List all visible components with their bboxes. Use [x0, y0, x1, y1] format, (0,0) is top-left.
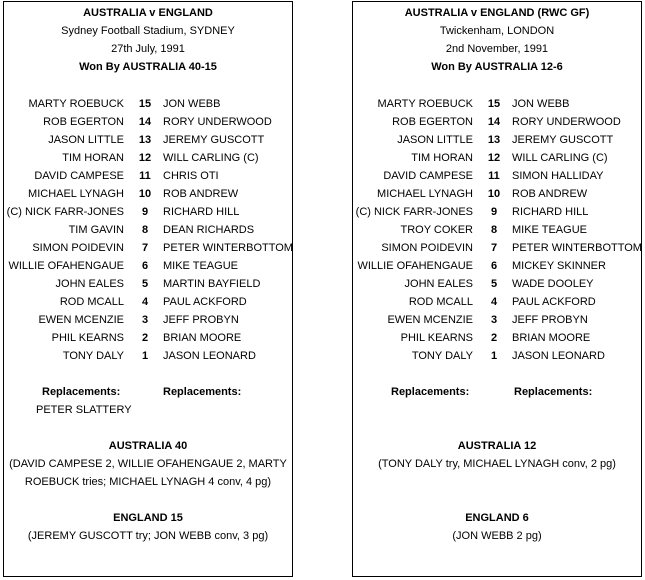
away-player: MICKEY SKINNER [512, 260, 606, 272]
lineup-row [4, 131, 292, 149]
home-player: JOHN EALES [404, 278, 473, 290]
away-player: JEFF PROBYN [163, 314, 239, 326]
jersey-number: 14 [138, 116, 152, 128]
home-player: JASON LITTLE [48, 134, 124, 146]
home-player: TIM GAVIN [68, 224, 124, 236]
jersey-number: 11 [488, 170, 500, 182]
jersey-number: 2 [141, 332, 149, 344]
lineup-row [353, 203, 641, 221]
jersey-number: 6 [141, 260, 149, 272]
home-player: PHIL KEARNS [400, 332, 473, 344]
lineup-row [4, 257, 292, 275]
jersey-number: 2 [490, 332, 498, 344]
lineup-row [353, 131, 641, 149]
match-date: 2nd November, 1991 [445, 43, 549, 55]
home-score-title: AUSTRALIA 40 [108, 440, 188, 452]
jersey-number: 9 [490, 206, 498, 218]
away-player: SIMON HALLIDAY [512, 170, 604, 182]
lineup-row [353, 347, 641, 365]
jersey-number: 6 [490, 260, 498, 272]
match-venue: Sydney Football Stadium, SYDNEY [61, 25, 235, 37]
away-player: PAUL ACKFORD [512, 296, 596, 308]
home-player: SIMON POIDEVIN [32, 242, 124, 254]
lineup-row [4, 149, 292, 167]
home-score-title: AUSTRALIA 12 [457, 440, 537, 452]
home-player: ROD MCALL [59, 296, 124, 308]
lineup-row [353, 239, 641, 257]
lineup-row [353, 149, 641, 167]
home-player: TIM HORAN [62, 152, 124, 164]
away-player: PETER WINTERBOTTOM [512, 242, 642, 254]
lineup-row [4, 221, 292, 239]
replacements-label-home: Replacements: [391, 386, 470, 398]
jersey-number: 11 [139, 170, 151, 182]
away-player: WILL CARLING (C) [512, 152, 608, 164]
jersey-number: 15 [138, 98, 152, 110]
jersey-number: 4 [141, 296, 149, 308]
away-player: JON WEBB [163, 98, 221, 110]
jersey-number: 1 [141, 350, 149, 362]
jersey-number: 7 [141, 242, 149, 254]
away-score-title: ENGLAND 6 [465, 512, 529, 524]
home-player: SIMON POIDEVIN [381, 242, 473, 254]
away-player: RICHARD HILL [163, 206, 240, 218]
away-player: CHRIS OTI [163, 170, 219, 182]
home-player: MICHAEL LYNAGH [28, 188, 124, 200]
home-score-detail: ROEBUCK tries; MICHAEL LYNAGH 4 conv, 4 pg) [24, 476, 272, 488]
match-title: AUSTRALIA v ENGLAND [83, 7, 213, 19]
away-player: MIKE TEAGUE [163, 260, 238, 272]
jersey-number: 9 [141, 206, 149, 218]
jersey-number: 3 [141, 314, 149, 326]
lineup-row [4, 239, 292, 257]
home-player: WILLIE OFAHENGAUE [8, 260, 124, 272]
jersey-number: 12 [487, 152, 501, 164]
lineup-row [353, 293, 641, 311]
away-player: RORY UNDERWOOD [163, 116, 272, 128]
home-player: (C) NICK FARR-JONES [355, 206, 473, 218]
lineup-row [353, 311, 641, 329]
away-player: BRIAN MOORE [163, 332, 242, 344]
home-score-detail: (DAVID CAMPESE 2, WILLIE OFAHENGAUE 2, MARTY [9, 458, 287, 470]
away-player: PETER WINTERBOTTOM [163, 242, 293, 254]
away-player: ROB ANDREW [163, 188, 239, 200]
jersey-number: 10 [487, 188, 501, 200]
replacements-label-home: Replacements: [42, 386, 121, 398]
lineup-row [4, 185, 292, 203]
lineup-row [353, 257, 641, 275]
jersey-number: 15 [487, 98, 501, 110]
away-player: JEREMY GUSCOTT [512, 134, 614, 146]
away-player: JASON LEONARD [163, 350, 256, 362]
jersey-number: 13 [138, 134, 152, 146]
lineup-row [353, 113, 641, 131]
match-card-2 [352, 1, 642, 577]
jersey-number: 5 [141, 278, 149, 290]
lineup-row [4, 203, 292, 221]
home-player: TONY DALY [62, 350, 124, 362]
away-score-detail: (JEREMY GUSCOTT try; JON WEBB conv, 3 pg) [27, 530, 269, 542]
home-player: WILLIE OFAHENGAUE [357, 260, 473, 272]
away-score-title: ENGLAND 15 [113, 512, 183, 524]
home-player: MICHAEL LYNAGH [377, 188, 473, 200]
jersey-number: 4 [490, 296, 498, 308]
match-result: Won By AUSTRALIA 40-15 [79, 61, 217, 73]
away-player: JASON LEONARD [512, 350, 605, 362]
home-player: DAVID CAMPESE [34, 170, 124, 182]
home-player: ROB EGERTON [43, 116, 124, 128]
replacement-player: PETER SLATTERY [36, 404, 132, 416]
away-player: MARTIN BAYFIELD [163, 278, 261, 290]
lineup-row [4, 95, 292, 113]
lineup-row [353, 167, 641, 185]
away-score-detail: (JON WEBB 2 pg) [452, 530, 542, 542]
replacements-label-away: Replacements: [514, 386, 593, 398]
away-player: JEFF PROBYN [512, 314, 588, 326]
away-player: MIKE TEAGUE [512, 224, 587, 236]
lineup-row [4, 275, 292, 293]
away-player: BRIAN MOORE [512, 332, 591, 344]
lineup-row [4, 293, 292, 311]
match-card-1 [3, 1, 293, 577]
lineup-row [4, 167, 292, 185]
jersey-number: 7 [490, 242, 498, 254]
replacements-label-away: Replacements: [163, 386, 242, 398]
lineup-row [353, 275, 641, 293]
away-player: DEAN RICHARDS [163, 224, 255, 236]
lineup-row [353, 95, 641, 113]
jersey-number: 13 [487, 134, 501, 146]
home-score-detail: (TONY DALY try, MICHAEL LYNAGH conv, 2 pg) [378, 458, 616, 470]
away-player: RICHARD HILL [512, 206, 589, 218]
home-player: TONY DALY [411, 350, 473, 362]
jersey-number: 12 [138, 152, 152, 164]
home-player: JOHN EALES [55, 278, 124, 290]
lineup-row [4, 329, 292, 347]
match-result: Won By AUSTRALIA 12-6 [431, 61, 563, 73]
home-player: (C) NICK FARR-JONES [6, 206, 124, 218]
home-player: JASON LITTLE [397, 134, 473, 146]
away-player: RORY UNDERWOOD [512, 116, 621, 128]
jersey-number: 5 [490, 278, 498, 290]
home-player: MARTY ROEBUCK [28, 98, 124, 110]
home-player: PHIL KEARNS [51, 332, 124, 344]
home-player: ROD MCALL [408, 296, 473, 308]
lineup-row [353, 329, 641, 347]
lineup-row [353, 185, 641, 203]
away-player: JON WEBB [512, 98, 570, 110]
home-player: ROB EGERTON [392, 116, 473, 128]
away-player: WILL CARLING (C) [163, 152, 259, 164]
jersey-number: 14 [487, 116, 501, 128]
lineup-row [4, 311, 292, 329]
lineup-row [4, 347, 292, 365]
home-player: MARTY ROEBUCK [377, 98, 473, 110]
match-date: 27th July, 1991 [111, 43, 185, 55]
jersey-number: 10 [138, 188, 152, 200]
away-player: PAUL ACKFORD [163, 296, 247, 308]
jersey-number: 8 [490, 224, 498, 236]
lineup-row [353, 221, 641, 239]
away-player: JEREMY GUSCOTT [163, 134, 265, 146]
lineup-row [4, 113, 292, 131]
match-venue: Twickenham, LONDON [439, 25, 555, 37]
away-player: WADE DOOLEY [512, 278, 594, 290]
match-title: AUSTRALIA v ENGLAND (RWC GF) [404, 7, 590, 19]
jersey-number: 3 [490, 314, 498, 326]
home-player: EWEN MCENZIE [387, 314, 473, 326]
home-player: DAVID CAMPESE [383, 170, 473, 182]
home-player: EWEN MCENZIE [38, 314, 124, 326]
jersey-number: 8 [141, 224, 149, 236]
away-player: ROB ANDREW [512, 188, 588, 200]
home-player: TIM HORAN [411, 152, 473, 164]
jersey-number: 1 [490, 350, 498, 362]
home-player: TROY COKER [400, 224, 473, 236]
